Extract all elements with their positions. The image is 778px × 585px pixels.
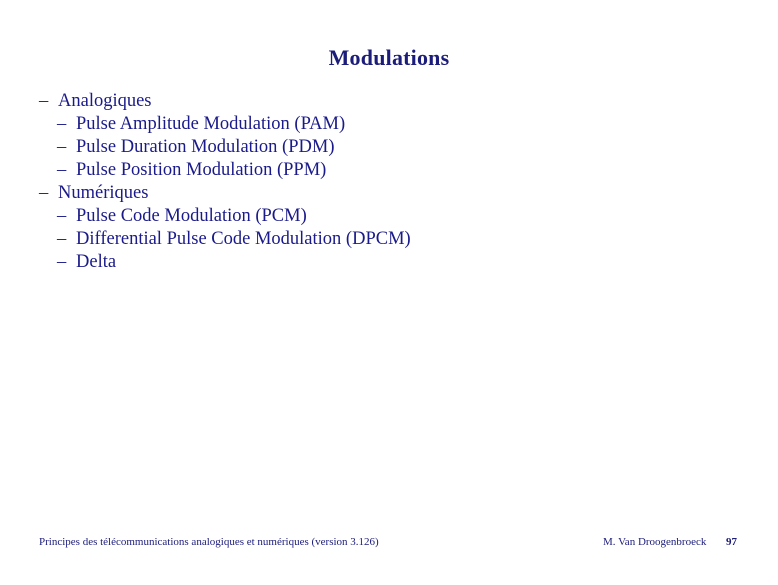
list-item-text: Pulse Position Modulation (PPM) — [76, 160, 327, 180]
list-item-text: Delta — [76, 252, 117, 272]
bullet-dash: – — [39, 183, 49, 203]
list-item — [39, 113, 411, 136]
list-item — [39, 182, 411, 205]
list-item-text: Pulse Duration Modulation (PDM) — [76, 137, 335, 157]
list-item — [39, 159, 411, 182]
list-item — [39, 90, 411, 113]
list-item-text: Analogiques — [58, 91, 152, 111]
bullet-dash: – — [57, 252, 67, 272]
bullet-dash: – — [39, 91, 49, 111]
slide-title: Modulations — [328, 45, 450, 70]
list-item — [39, 136, 411, 159]
list-item-text: Pulse Amplitude Modulation (PAM) — [76, 114, 346, 134]
bullet-list — [39, 90, 411, 274]
bullet-dash: – — [57, 114, 67, 134]
list-item — [39, 228, 411, 251]
footer-author: M. Van Droogenbroeck — [603, 536, 707, 548]
bullet-dash: – — [57, 206, 67, 226]
bullet-dash: – — [57, 160, 67, 180]
list-item — [39, 251, 411, 274]
bullet-dash: – — [57, 137, 67, 157]
list-item-text: Differential Pulse Code Modulation (DPCM) — [76, 229, 411, 249]
page-number: 97 — [726, 536, 737, 548]
list-item-text: Numériques — [58, 183, 149, 203]
list-item — [39, 205, 411, 228]
bullet-dash: – — [57, 229, 67, 249]
footer-course-title: Principes des télécommunications analogiques et numériques (version 3.126) — [39, 536, 379, 548]
list-item-text: Pulse Code Modulation (PCM) — [76, 206, 307, 226]
